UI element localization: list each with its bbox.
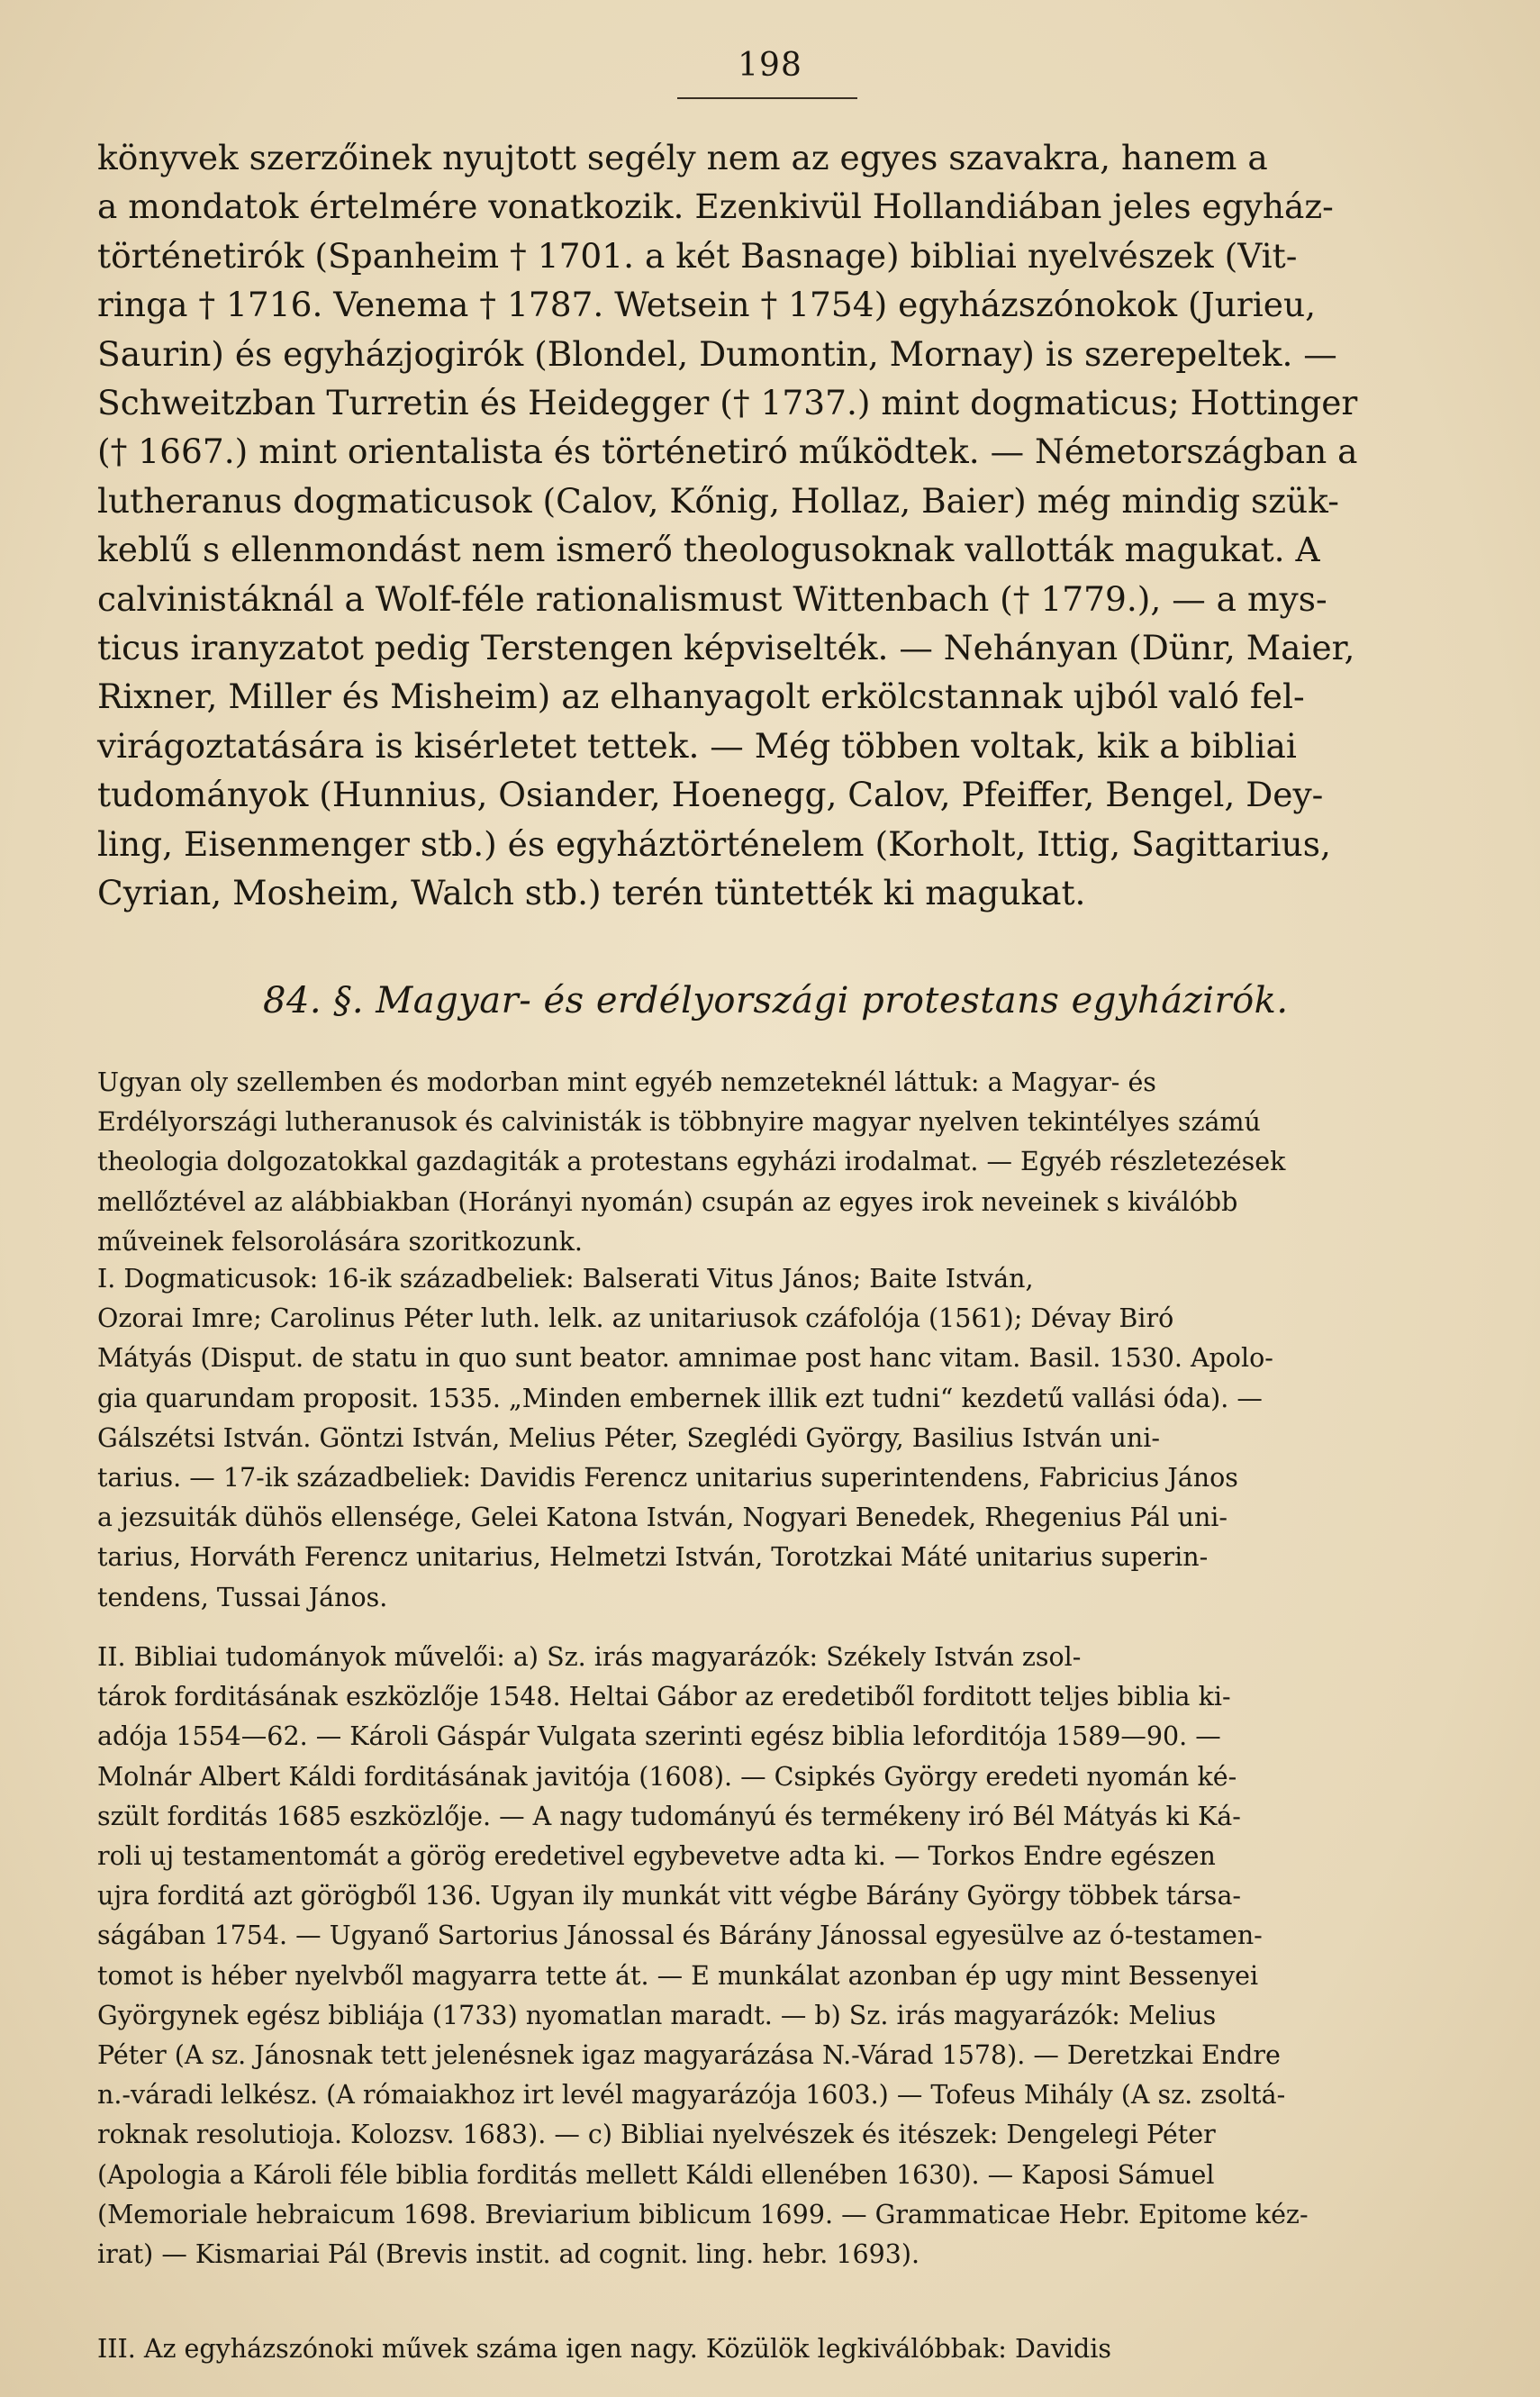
section-title: Magyar- és erdélyországi protestans egyházirók. — [376, 980, 1289, 1021]
section-number: 84. §. — [263, 980, 365, 1021]
dogmaticusok-paragraph: I. Dogmaticusok: 16-ik századbeliek: Balserati Vitus János; Baite István, Ozorai Imre; Carolinus Péter luth. lelk. az unitariusok czáfolója (1561); Dévay Biró Mátyás (Disput. de statu in quo sunt beator. amnimae post hanc vitam. Basil. 1530. Apolo- gia quarundam proposit. 1535. „Minden embernek illik ezt tudni“ kezdetű vallási óda). — Gálszétsi István. Göntzi István, Melius Péter, Szeglédi György, Basilius István uni- tarius. — 17-ik századbeliek: Davidis Ferencz unitarius superintendens, Fabricius János a jezsuiták dühös ellensége, Gelei Katona István, Nogyari Benedek, Rhegenius Pál uni- tarius, Horváth Ferencz unitarius, Helmetzi István, Torotzkai Máté unitarius superin- tendens, Tussai János. — [97, 1264, 1273, 1612]
bibliai-tudomanyok-paragraph: II. Bibliai tudományok művelői: a) Sz. irás magyarázók: Székely István zsol- tárok forditásának eszközlője 1548. Heltai Gábor az eredetiből forditott teljes biblia ki- adója 1554—62. — Károli Gáspár Vulgata szerinti egész biblia leforditója 1589—90. — Molnár Albert Káldi forditásának javitója (1608). — Csipkés György eredeti nyomán ké- szült forditás 1685 eszközlője. — A nagy tudományú és termékeny iró Bél Mátyás ki Ká- roli uj testamentomát a görög eredetivel egybevetve adta ki. — Torkos Endre egészen ujra forditá azt görögből 136. Ugyan ily munkát vitt végbe Bárány György többek társa- ságában 1754. — Ugyanő Sartorius Jánossal és Bárány Jánossal egyesülve az ó-testamen- tomot is héber nyelvből magyarra tette át. — E munkálat azonban ép ugy mint Bessenyei Györgynek egész bibliája (1733) nyomatlan maradt. — b) Sz. irás magyarázók: Melius Péter (A sz. Jánosnak tett jelenésnek igaz magyarázása N.-Várad 1578). — Deretzkai Endre n.-váradi lelkész. (A rómaiakhoz irt levél magyarázója 1603.) — Tofeus Mihály (A sz. zsoltá- roknak resolutioja. Kolozsv. 1683). — c) Bibliai nyelvészek és itészek: Dengelegi Péter (Apologia a Károli féle biblia forditás mellett Káldi ellenében 1630). — Kaposi Sámuel (Memoriale hebraicum 1698. Breviarium biblicum 1699. — Grammaticae Hebr. Epitome kéz- irat) — Kismariai Pál (Brevis instit. ad cognit. ling. hebr. 1693). — [97, 1642, 1309, 2270]
page-number: 198 — [738, 47, 802, 84]
intro-paragraph: Ugyan oly szellemben és modorban mint egyéb nemzeteknél láttuk: a Magyar- és Erdélyországi lutheranusok és calvinisták is többnyire magyar nyelven tekintélyes számú theologia dolgozatokkal gazdagiták a protestans egyházi irodalmat. — Egyéb részletezések mellőztével az alábbiakban (Horányi nyomán) csupán az egyes irok neveinek s kiválóbb műveinek felsorolására szoritkozunk. — [97, 1067, 1286, 1257]
egyhazszonoki-paragraph: III. Az egyházszónoki művek száma igen nagy. Közülök legkiválóbbak: Davidis — [97, 2334, 1112, 2364]
section-heading — [263, 980, 1289, 1021]
main-paragraph: könyvek szerzőinek nyujtott segély nem az egyes szavakra, hanem a a mondatok értelmére vonatkozik. Ezenkivül Hollandiában jeles egyház- történetirók (Spanheim † 1701. a két Basnage) bibliai nyelvészek (Vit- ringa † 1716. Venema † 1787. Wetsein † 1754) egyházszónokok (Jurieu, Saurin) és egyházjogirók (Blondel, Dumontin, Mornay) is szerepeltek. — Schweitzban Turretin és Heidegger († 1737.) mint dogmaticus; Hottinger († 1667.) mint orientalista és történetiró működtek. — Németországban a lutheranus dogmaticusok (Calov, Kőnig, Hollaz, Baier) még mindig szük- keblű s ellenmondást nem ismerő theologusoknak vallották magukat. A calvinistáknál a Wolf-féle rationalismust Wittenbach († 1779.), — a mys- ticus iranyzatot pedig Terstengen képviselték. — Nehányan (Dünr, Maier, Rixner, Miller és Misheim) az elhanyagolt erkölcstannak ujból való fel- virágoztatására is kisérletet tettek. — Még többen voltak, kik a bibliai tudományok (Hunnius, Osiander, Hoenegg, Calov, Pfeiffer, Bengel, Dey- ling, Eisenmenger stb.) és egyháztörténelem (Korholt, Ittig, Sagittarius, Cyrian, Mosheim, Walch stb.) terén tüntették ki magukat. — [97, 138, 1358, 913]
page-number-rule — [677, 97, 857, 99]
